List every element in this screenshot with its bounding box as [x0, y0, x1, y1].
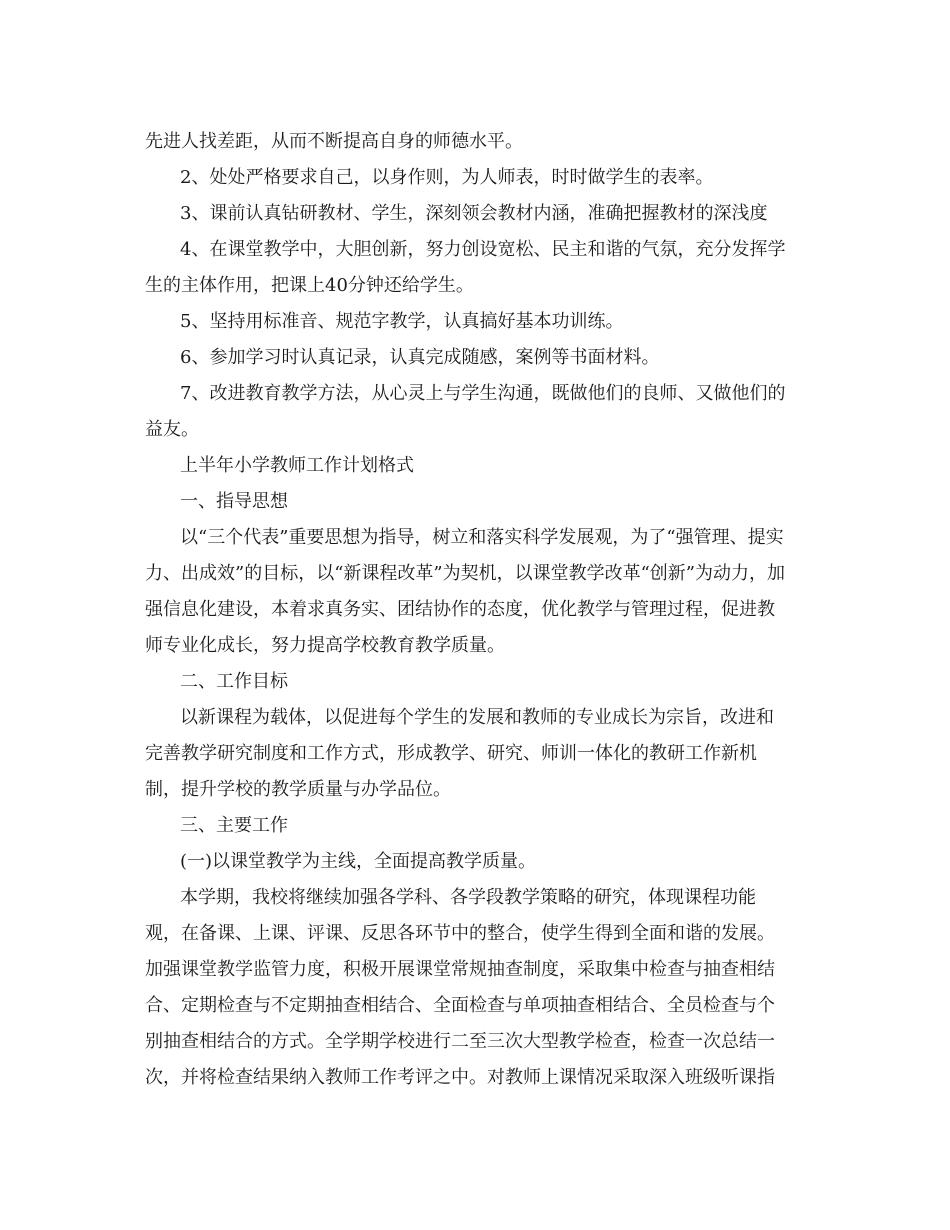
text-line: 生的主体作用，把课上40分钟还给学生。	[145, 275, 474, 296]
text-line: 以“三个代表”重要思想为指导，树立和落实科学发展观，为了“强管理、提实	[180, 527, 784, 548]
subsection-heading: (一)以课堂教学为主线，全面提高教学质量。	[180, 851, 537, 872]
text-line: 7、改进教育教学方法，从心灵上与学生沟通，既做他们的良师、又做他们的	[180, 383, 786, 404]
section-heading: 一、指导思想	[180, 491, 288, 512]
section-title: 上半年小学教师工作计划格式	[180, 455, 414, 476]
text-line: 观，在备课、上课、评课、反思各环节中的整合，使学生得到全面和谐的发展。	[145, 923, 775, 944]
text-line: 3、课前认真钻研教材、学生，深刻领会教材内涵，准确把握教材的深浅度	[180, 203, 768, 224]
section-heading: 三、主要工作	[180, 815, 288, 836]
text-line: 先进人找差距，从而不断提高自身的师德水平。	[145, 131, 523, 152]
text-line: 益友。	[145, 419, 199, 440]
text-line: 2、处处严格要求自己，以身作则，为人师表，时时做学生的表率。	[180, 167, 714, 188]
text-line: 本学期，我校将继续加强各学科、各学段教学策略的研究，体现课程功能	[180, 887, 756, 908]
text-line: 6、参加学习时认真记录，认真完成随感，案例等书面材料。	[180, 347, 660, 368]
text-line: 次，并将检查结果纳入教师工作考评之中。对教师上课情况采取深入班级听课指	[145, 1067, 775, 1088]
text-line: 制，提升学校的教学质量与办学品位。	[145, 779, 451, 800]
text-line: 合、定期检查与不定期抽查相结合、全面检查与单项抽查相结合、全员检查与个	[145, 995, 775, 1016]
text-line: 强信息化建设，本着求真务实、团结协作的态度，优化教学与管理过程，促进教	[145, 599, 775, 620]
text-line: 以新课程为载体，以促进每个学生的发展和教师的专业成长为宗旨，改进和	[180, 707, 774, 728]
text-line: 师专业化成长，努力提高学校教育教学质量。	[145, 635, 505, 656]
text-line: 别抽查相结合的方式。全学期学校进行二至三次大型教学检查，检查一次总结一	[145, 1031, 775, 1052]
text-line: 加强课堂教学监管力度，积极开展课堂常规抽查制度，采取集中检查与抽查相结	[145, 959, 775, 980]
section-heading: 二、工作目标	[180, 671, 288, 692]
text-line: 5、坚持用标准音、规范字教学，认真搞好基本功训练。	[180, 311, 624, 332]
text-line: 力、出成效”的目标，以“新课程改革”为契机，以课堂教学改革“创新”为动力，加	[145, 563, 786, 584]
text-line: 完善教学研究制度和工作方式，形成教学、研究、师训一体化的教研工作新机	[145, 743, 757, 764]
text-line: 4、在课堂教学中，大胆创新，努力创设宽松、民主和谐的气氛，充分发挥学	[180, 239, 786, 260]
